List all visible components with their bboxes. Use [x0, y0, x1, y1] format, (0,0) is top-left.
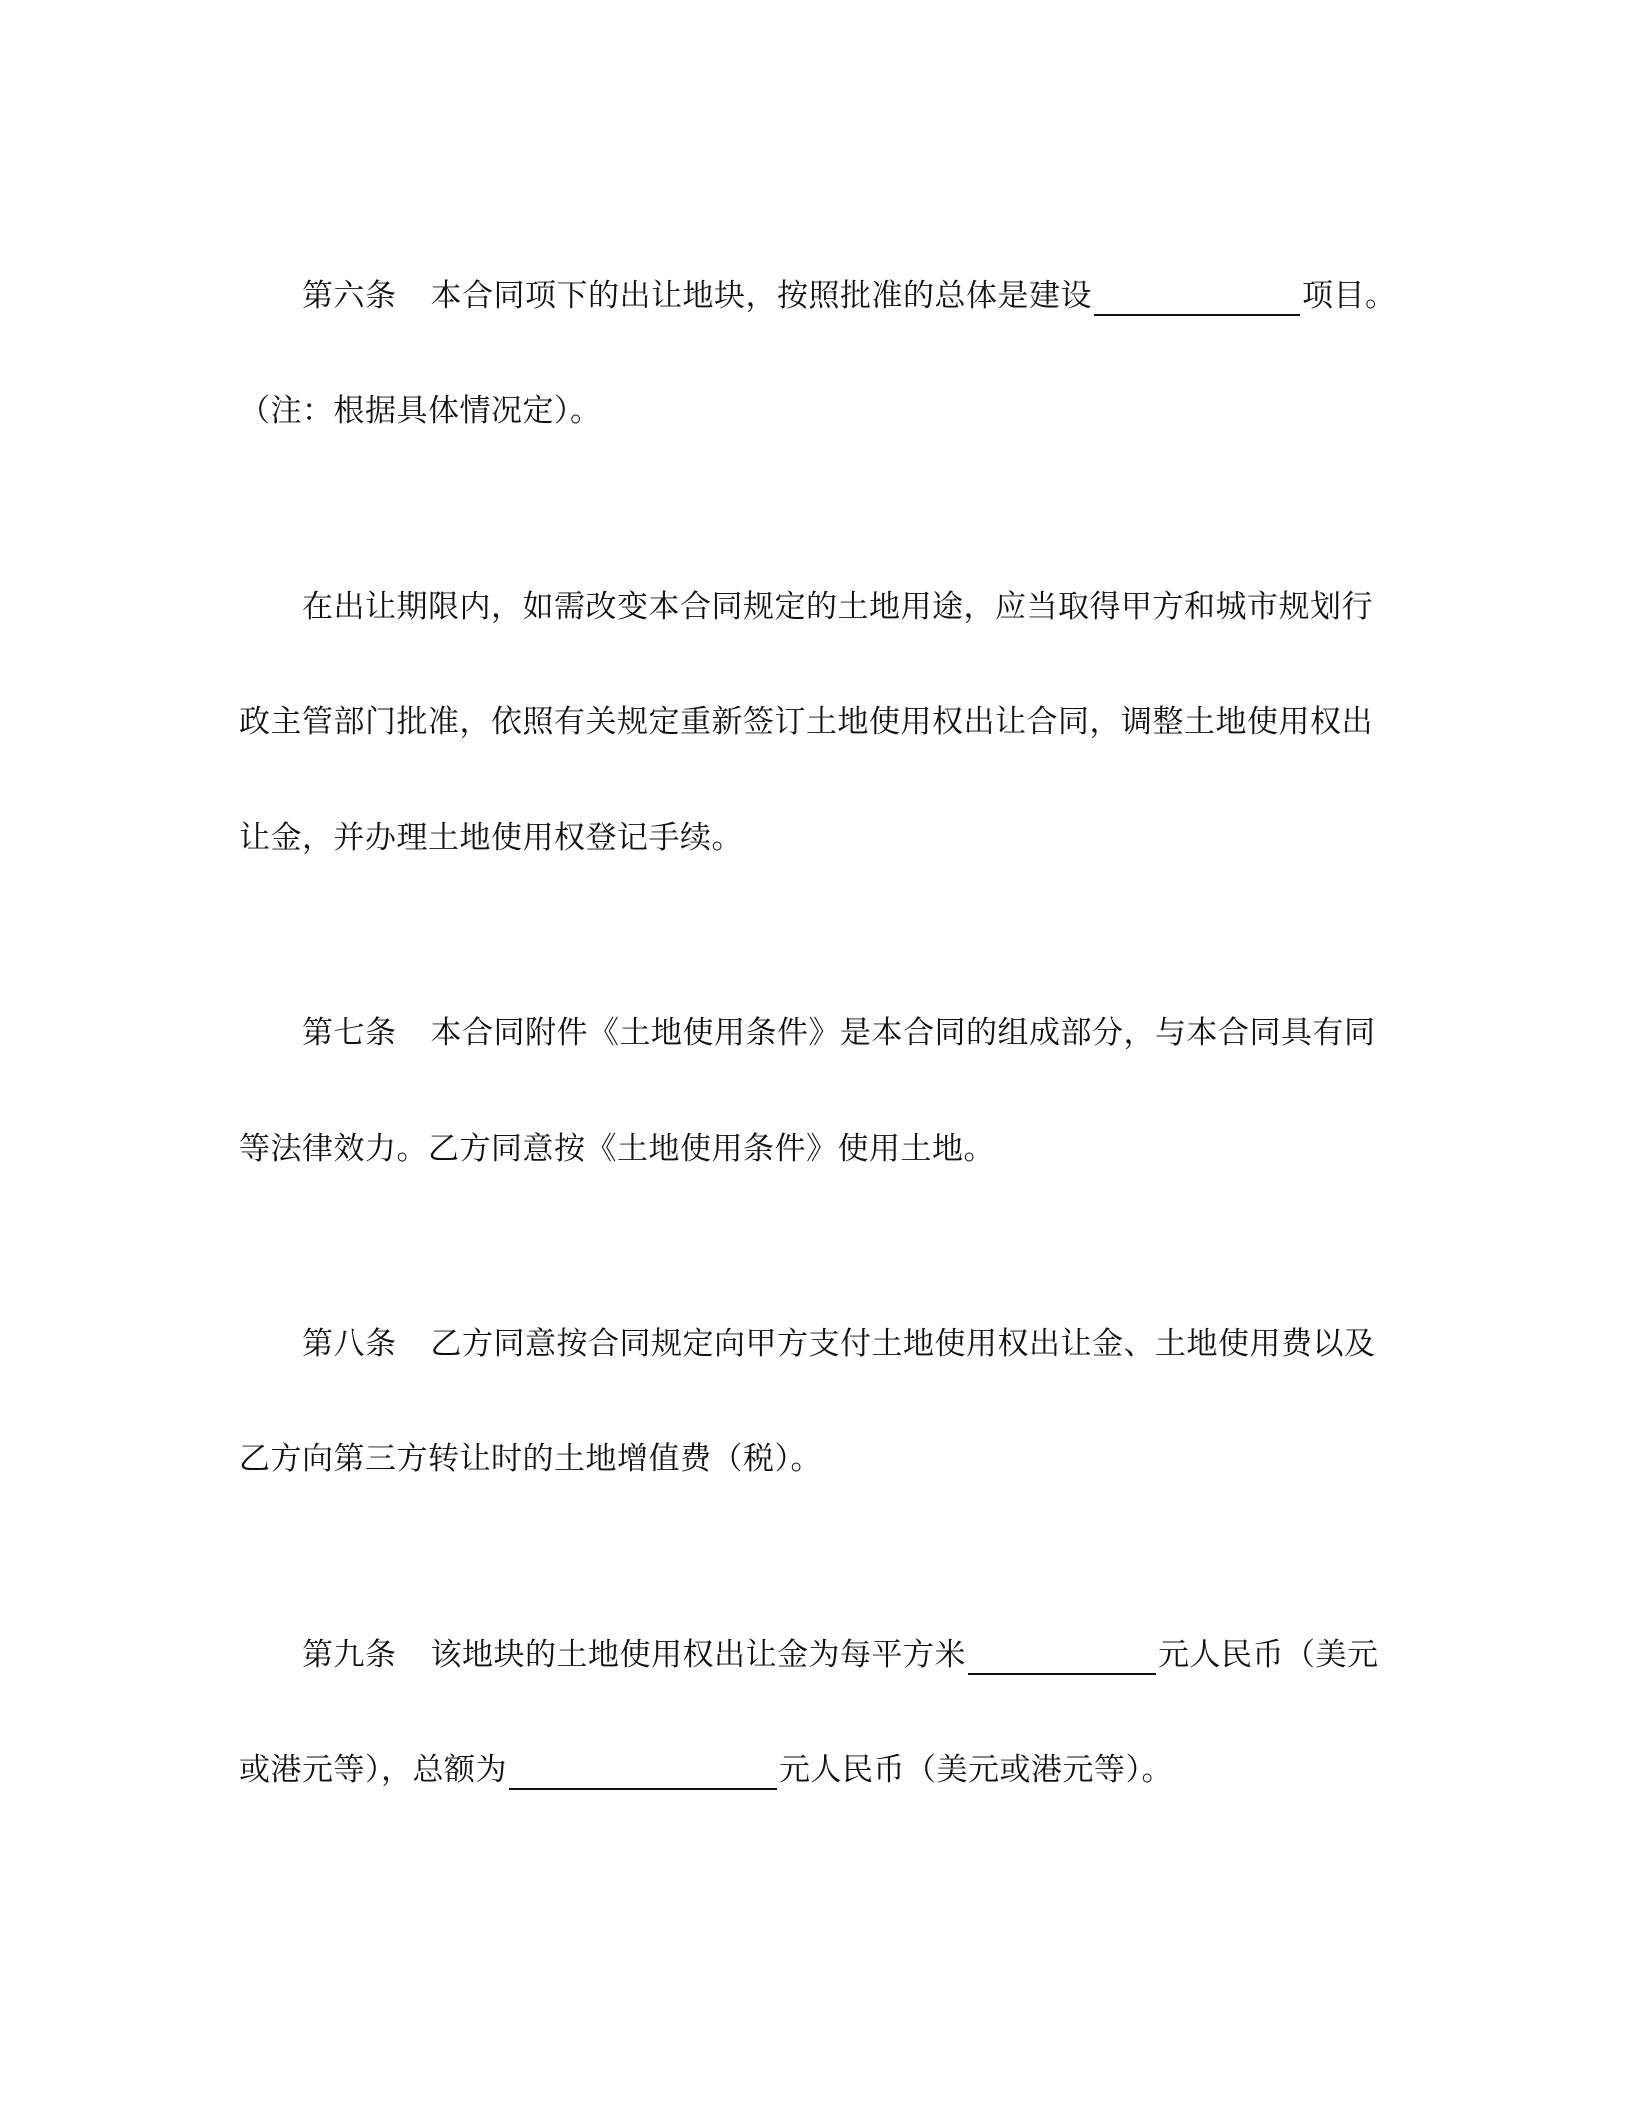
change-paragraph-line-2: 政主管部门批准，依照有关规定重新签订土地使用权出让合同，调整土地使用权出 — [239, 704, 1373, 740]
price-per-sqm-blank-field[interactable] — [968, 1641, 1156, 1675]
project-blank-field[interactable] — [1094, 282, 1300, 316]
article-9-text-c: 或港元等），总额为 — [239, 1752, 507, 1788]
article-7-line-2: 等法律效力。乙方同意按《土地使用条件》使用土地。 — [239, 1131, 995, 1167]
article-8-line-1 — [302, 1324, 1376, 1364]
article-6-text-a: 本合同项下的出让地块，按照批准的总体是建设 — [430, 278, 1092, 314]
article-6-number: 第六条 — [302, 278, 397, 314]
article-7-number: 第七条 — [302, 1015, 397, 1051]
article-9-line-2 — [239, 1750, 1173, 1790]
article-6-line-2: （注：根据具体情况定）。 — [239, 393, 602, 429]
article-8-text: 乙方同意按合同规定向甲方支付土地使用权出让金、土地使用费以及 — [430, 1326, 1376, 1362]
article-8-number: 第八条 — [302, 1326, 397, 1362]
total-amount-blank-field[interactable] — [509, 1756, 777, 1790]
article-8-line-2: 乙方向第三方转让时的土地增值费（税）。 — [239, 1441, 822, 1477]
change-paragraph-line-1: 在出让期限内，如需改变本合同规定的土地用途，应当取得甲方和城市规划行 — [302, 589, 1373, 625]
article-9-text-d: 元人民币（美元或港元等）。 — [779, 1752, 1173, 1788]
change-paragraph-line-3: 让金，并办理土地使用权登记手续。 — [239, 820, 743, 856]
article-7-line-1 — [302, 1013, 1376, 1053]
article-9-line-1 — [302, 1635, 1379, 1675]
article-9-text-a: 该地块的土地使用权出让金为每平方米 — [430, 1637, 966, 1673]
article-6-text-b: 项目。 — [1302, 278, 1397, 314]
article-9-number: 第九条 — [302, 1637, 397, 1673]
article-7-text: 本合同附件《土地使用条件》是本合同的组成部分，与本合同具有同 — [430, 1015, 1376, 1051]
article-6-line-1 — [302, 276, 1397, 316]
article-9-text-b: 元人民币（美元 — [1158, 1637, 1379, 1673]
